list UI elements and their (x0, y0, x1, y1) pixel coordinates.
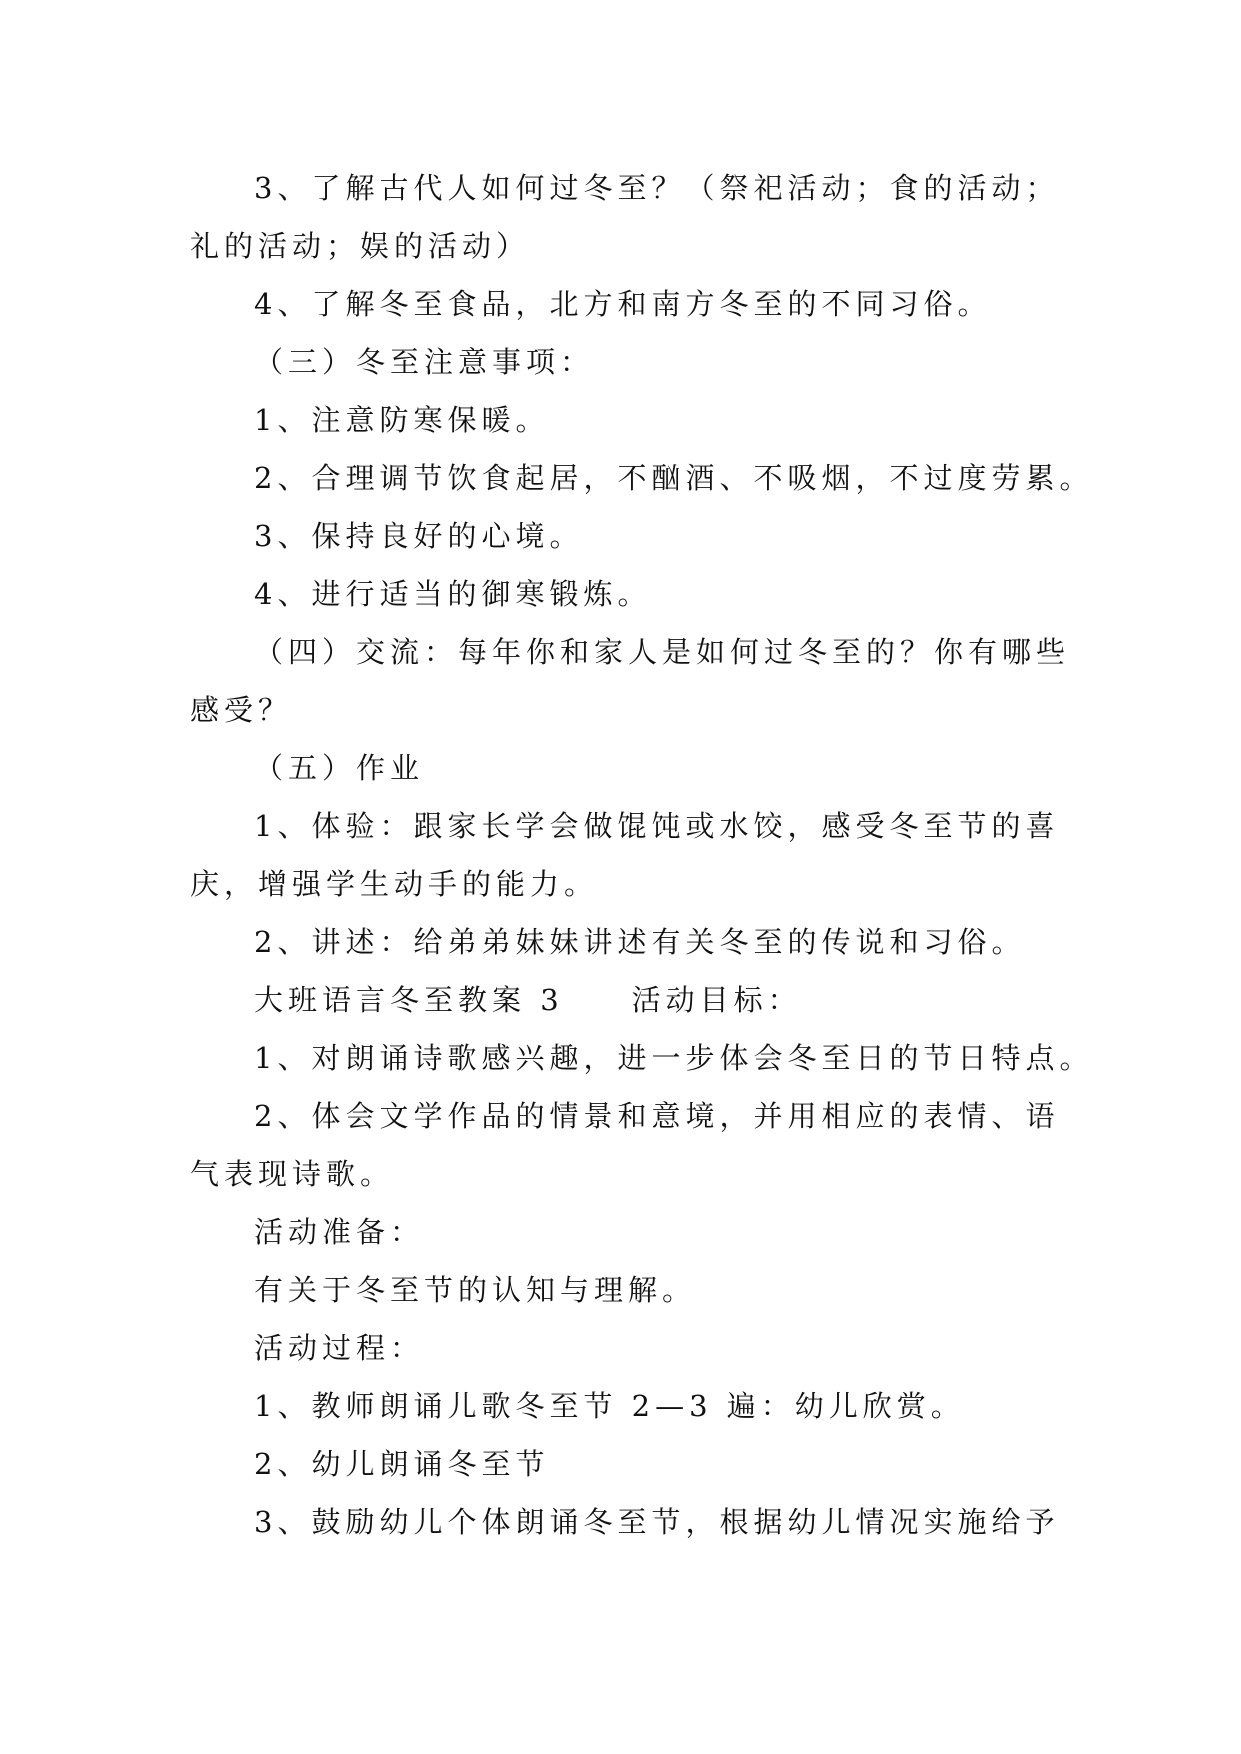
section-heading: （四）交流：每年你和家人是如何过冬至的？你有哪些 (254, 635, 1071, 669)
section-heading: 活动过程： (254, 1331, 425, 1365)
text-line: 3、鼓励幼儿个体朗诵冬至节，根据幼儿情况实施给予 (254, 1505, 1060, 1539)
text-line: 3、保持良好的心境。 (254, 519, 584, 553)
text-line: 1、教师朗诵儿歌冬至节 2—3 遍：幼儿欣赏。 (254, 1389, 965, 1423)
text-line: 1、注意防寒保暖。 (254, 403, 550, 437)
text-line: 气表现诗歌。 (190, 1157, 395, 1191)
text-line: 4、了解冬至食品，北方和南方冬至的不同习俗。 (254, 287, 992, 321)
text-line: 1、对朗诵诗歌感兴趣，进一步体会冬至日的节日特点。 (254, 1041, 1094, 1075)
text-line: 2、讲述：给弟弟妹妹讲述有关冬至的传说和习俗。 (254, 925, 1026, 959)
section-heading: 活动准备： (254, 1215, 425, 1249)
text-line: 2、合理调节饮食起居，不酗酒、不吸烟，不过度劳累。 (254, 461, 1094, 495)
text-line: 感受？ (190, 693, 293, 727)
section-heading: （三）冬至注意事项： (254, 345, 595, 379)
text-line: 4、进行适当的御寒锻炼。 (254, 577, 652, 611)
document-text (190, 159, 1094, 1551)
text-line: 1、体验：跟家长学会做馄饨或水饺，感受冬至节的喜 (254, 809, 1060, 843)
text-line: 2、体会文学作品的情景和意境，并用相应的表情、语 (254, 1099, 1060, 1133)
lesson-title: 大班语言冬至教案 3 活动目标： (254, 983, 802, 1017)
text-line: 3、了解古代人如何过冬至？（祭祀活动；食的活动； (254, 171, 1060, 205)
text-line: 庆，增强学生动手的能力。 (190, 867, 599, 901)
section-heading: （五）作业 (254, 751, 425, 785)
text-line: 礼的活动；娱的活动） (190, 229, 531, 263)
text-line: 有关于冬至节的认知与理解。 (254, 1273, 697, 1307)
text-line: 2、幼儿朗诵冬至节 (254, 1447, 550, 1481)
